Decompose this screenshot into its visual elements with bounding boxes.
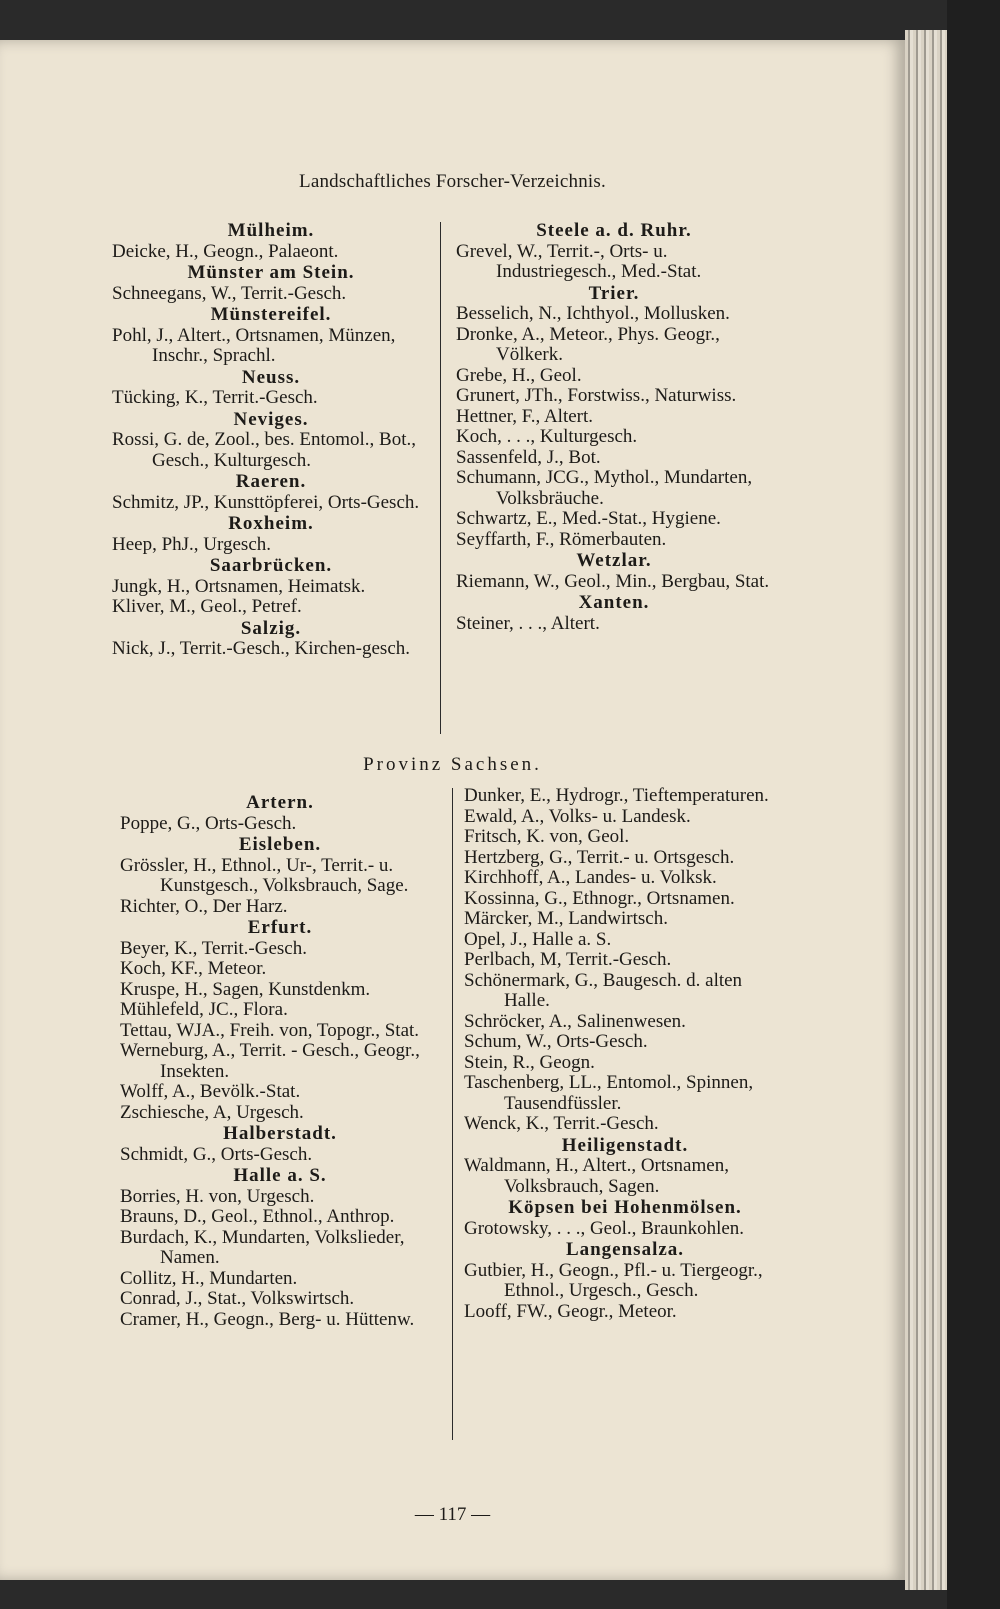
researcher-entry: Perlbach, M, Territ.-Gesch. — [464, 949, 672, 970]
researcher-entry: Schwartz, E., Med.-Stat., Hygiene. — [456, 508, 721, 529]
researcher-entry: Zschiesche, A, Urgesch. — [120, 1101, 304, 1123]
researcher-entry: Beyer, K., Territ.-Gesch. — [120, 937, 307, 959]
place-heading: Heiligenstadt. — [561, 1134, 689, 1156]
researcher-entry: Conrad, J., Stat., Volkswirtsch. — [120, 1288, 355, 1309]
researcher-entry: Grotowsky, . . ., Geol., Braunkohlen. — [464, 1217, 745, 1239]
researcher-entry: Steiner, . . ., Altert. — [456, 612, 600, 634]
researcher-entry: Tücking, K., Territ.-Gesch. — [112, 387, 318, 408]
place-heading: Trier. — [588, 282, 640, 304]
researcher-entry: Besselich, N., Ichthyol., Mollusken. — [456, 303, 730, 324]
place-heading: Münstereifel. — [210, 304, 332, 325]
place-heading: Neviges. — [233, 408, 309, 430]
researcher-entry: Richter, O., Der Harz. — [120, 895, 288, 917]
place-heading: Salzig. — [240, 617, 302, 639]
place-heading: Mülheim. — [227, 220, 315, 241]
researcher-entry: Kliver, M., Geol., Petref. — [112, 596, 302, 617]
researcher-entry: Sassenfeld, J., Bot. — [456, 446, 601, 468]
place-heading: Wetzlar. — [576, 550, 652, 571]
researcher-entry: Collitz, H., Mundarten. — [120, 1267, 298, 1289]
top-left-column — [112, 220, 430, 660]
researcher-entry: Schmidt, G., Orts-Gesch. — [120, 1143, 313, 1165]
researcher-entry: Wolff, A., Bevölk.-Stat. — [120, 1081, 301, 1102]
researcher-entry: Opel, J., Halle a. S. — [464, 928, 612, 950]
researcher-entry: Tettau, WJA., Freih. von, Topogr., Stat. — [120, 1019, 420, 1041]
researcher-entry: Kruspe, H., Sagen, Kunstdenkm. — [120, 978, 371, 1000]
researcher-entry: Heep, PhJ., Urgesch. — [112, 533, 272, 555]
researcher-entry: Schönermark, G., Baugesch. d. alten Halle. — [464, 969, 743, 1011]
researcher-entry: Schneegans, W., Territ.-Gesch. — [112, 282, 347, 304]
place-heading: Saarbrücken. — [209, 555, 333, 576]
researcher-entry: Jungk, H., Ortsnamen, Heimatsk. — [112, 575, 366, 597]
researcher-entry: Seyffarth, F., Römerbauten. — [456, 528, 667, 550]
researcher-entry: Burdach, K., Mundarten, Volkslieder, Namen. — [120, 1226, 405, 1268]
place-heading: Langensalza. — [565, 1239, 685, 1260]
researcher-entry: Koch, . . ., Kulturgesch. — [456, 426, 638, 447]
researcher-entry: Cramer, H., Geogn., Berg- u. Hüttenw. — [120, 1308, 415, 1330]
researcher-entry: Koch, KF., Meteor. — [120, 958, 267, 979]
place-heading: Erfurt. — [247, 917, 313, 938]
researcher-entry: Kirchhoff, A., Landes- u. Volksk. — [464, 867, 717, 888]
researcher-entry: Hettner, F., Altert. — [456, 405, 594, 427]
researcher-entry: Grevel, W., Territ.-, Orts- u. Industriegesch., Med.-Stat. — [456, 240, 702, 282]
place-heading: Artern. — [246, 792, 314, 813]
researcher-entry: Kossinna, G., Ethnogr., Ortsnamen. — [464, 887, 735, 909]
book-spine — [947, 0, 1000, 1609]
researcher-entry: Fritsch, K. von, Geol. — [464, 826, 630, 847]
researcher-entry: Schum, W., Orts-Gesch. — [464, 1031, 648, 1052]
researcher-entry: Pohl, J., Altert., Ortsnamen, Münzen, Inschr., Sprachl. — [112, 324, 396, 366]
researcher-entry: Gutbier, H., Geogn., Pfl.- u. Tiergeogr., Ethnol., Urgesch., Gesch. — [464, 1259, 763, 1301]
researcher-entry: Schmitz, JP., Kunsttöpferei, Orts-Gesch. — [112, 491, 420, 513]
researcher-entry: Brauns, D., Geol., Ethnol., Anthrop. — [120, 1206, 395, 1227]
province-heading: Provinz Sachsen. — [363, 754, 542, 775]
researcher-entry: Waldmann, H., Altert., Ortsnamen, Volksbrauch, Sagen. — [464, 1155, 729, 1197]
researcher-entry: Taschenberg, LL., Entomol., Spinnen, Tausendfüssler. — [464, 1072, 754, 1114]
researcher-entry: Märcker, M., Landwirtsch. — [464, 908, 668, 929]
researcher-entry: Wenck, K., Territ.-Gesch. — [464, 1113, 659, 1134]
researcher-entry: Grössler, H., Ethnol., Ur-, Territ.- u. Kunstgesch., Volksbrauch, Sage. — [120, 854, 409, 896]
column-rule-top — [440, 222, 441, 734]
bottom-left-column — [120, 792, 440, 1330]
page-number: — 117 — — [414, 1504, 491, 1525]
column-rule-bottom — [452, 788, 453, 1440]
researcher-entry: Schröcker, A., Salinenwesen. — [464, 1010, 686, 1032]
page-edges — [905, 30, 947, 1590]
researcher-entry: Riemann, W., Geol., Min., Bergbau, Stat. — [456, 570, 770, 592]
researcher-entry: Looff, FW., Geogr., Meteor. — [464, 1300, 677, 1322]
place-heading: Roxheim. — [228, 513, 314, 534]
researcher-entry: Dunker, E., Hydrogr., Tieftemperaturen. — [464, 785, 769, 806]
researcher-entry: Mühlefeld, JC., Flora. — [120, 999, 288, 1020]
researcher-entry: Deicke, H., Geogn., Palaeont. — [112, 240, 339, 262]
researcher-entry: Borries, H. von, Urgesch. — [120, 1185, 315, 1207]
researcher-entry: Hertzberg, G., Territ.- u. Ortsgesch. — [464, 846, 735, 868]
researcher-entry: Ewald, A., Volks- u. Landesk. — [464, 805, 691, 827]
place-heading: Eisleben. — [238, 834, 322, 855]
researcher-entry: Dronke, A., Meteor., Phys. Geogr., Völkerk. — [456, 323, 720, 365]
place-heading: Neuss. — [241, 366, 301, 388]
researcher-entry: Poppe, G., Orts-Gesch. — [120, 812, 297, 834]
book-page — [0, 40, 905, 1580]
running-title: Landschaftliches Forscher-Verzeichnis. — [299, 171, 606, 192]
place-heading: Köpsen bei Hohenmölsen. — [508, 1197, 742, 1218]
researcher-entry: Stein, R., Geogn. — [464, 1051, 595, 1073]
researcher-entry: Grebe, H., Geol. — [456, 364, 582, 386]
place-heading: Xanten. — [578, 592, 650, 613]
place-heading: Münster am Stein. — [187, 262, 355, 283]
place-heading: Halle a. S. — [233, 1165, 327, 1186]
researcher-entry: Rossi, G. de, Zool., bes. Entomol., Bot., Gesch., Kulturgesch. — [112, 429, 416, 471]
place-heading: Steele a. d. Ruhr. — [536, 220, 692, 241]
place-heading: Raeren. — [235, 471, 307, 492]
researcher-entry: Nick, J., Territ.-Gesch., Kirchen-gesch. — [112, 638, 410, 659]
top-right-column — [456, 220, 772, 634]
researcher-entry: Grunert, JTh., Forstwiss., Naturwiss. — [456, 385, 737, 406]
researcher-entry: Werneburg, A., Territ. - Gesch., Geogr., Insekten. — [120, 1040, 420, 1082]
place-heading: Halberstadt. — [223, 1123, 337, 1144]
researcher-entry: Schumann, JCG., Mythol., Mundarten, Volksbräuche. — [456, 467, 753, 509]
bottom-right-column — [464, 786, 786, 1322]
